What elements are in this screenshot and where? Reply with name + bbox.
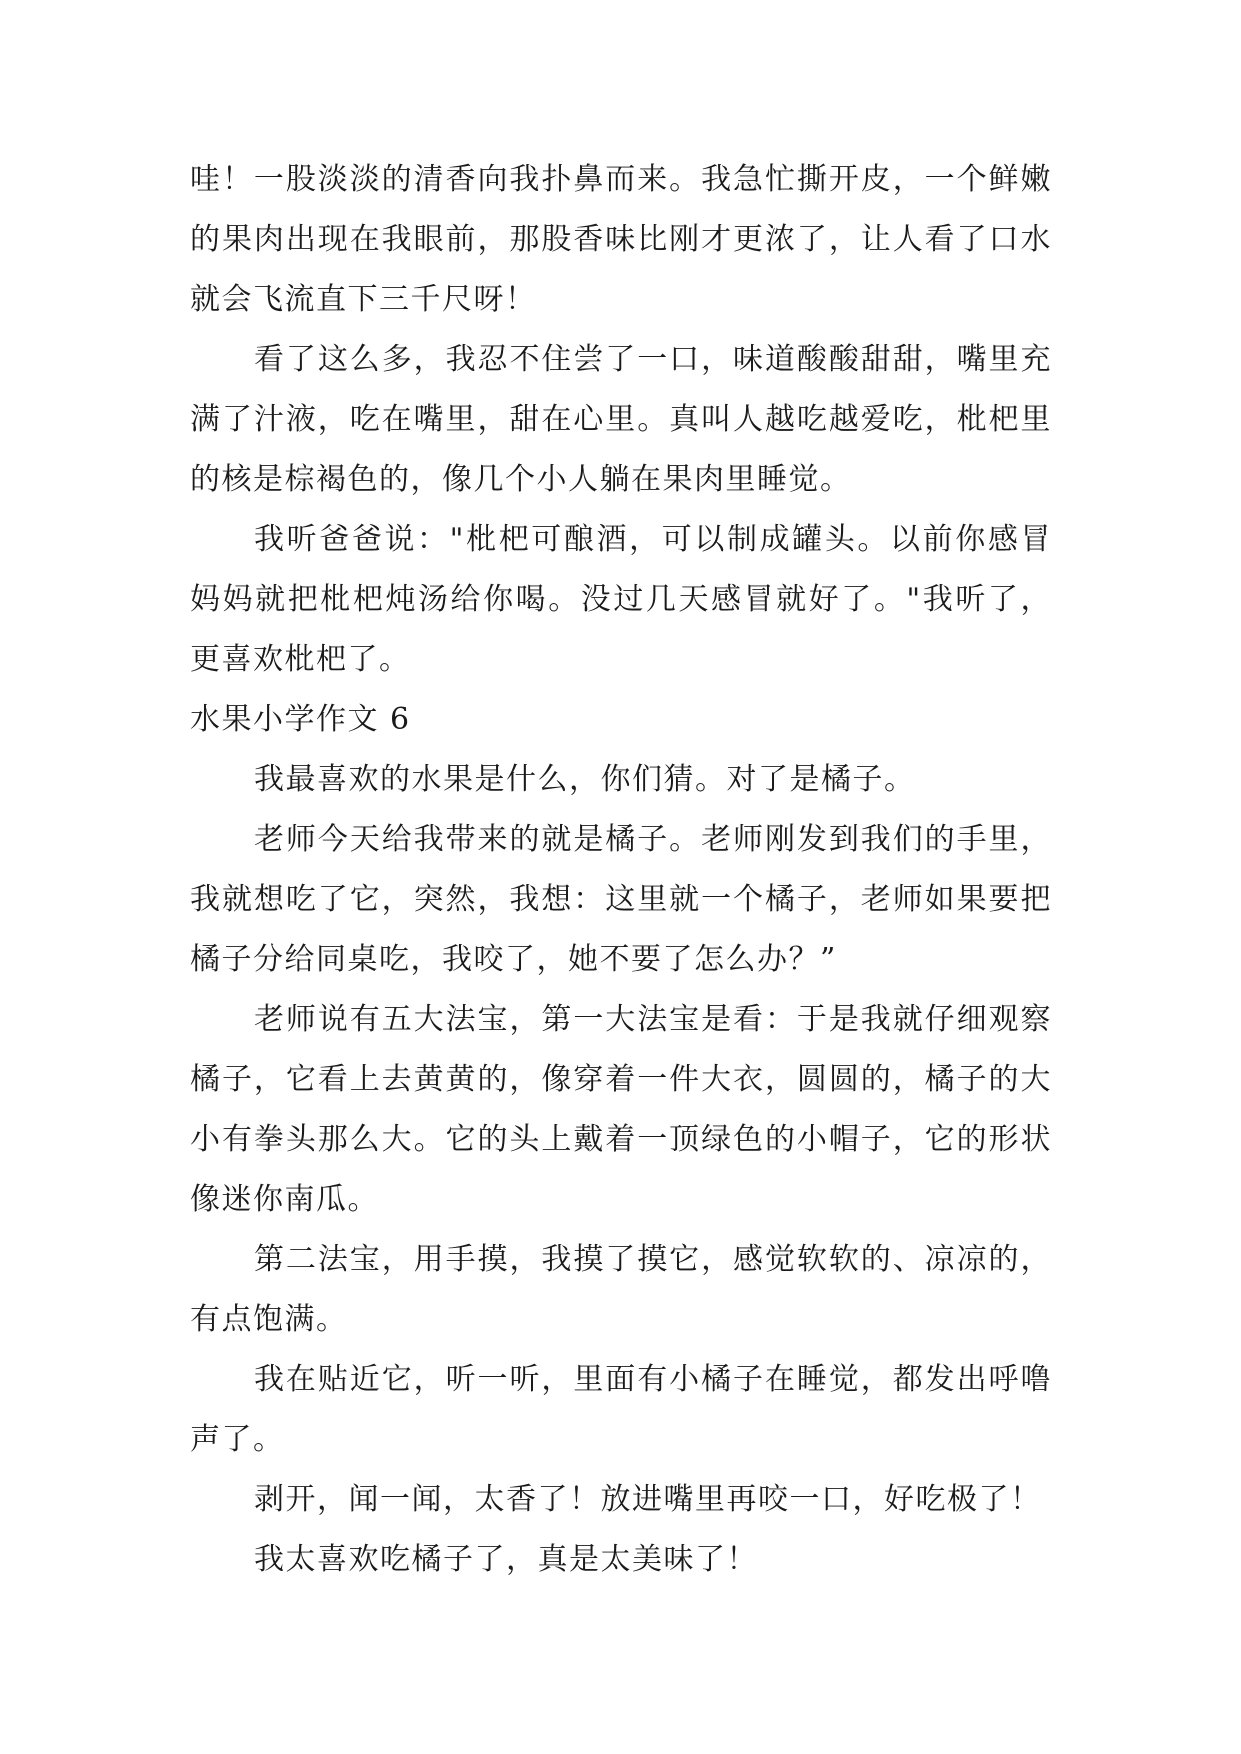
paragraph: 第二法宝，用手摸，我摸了摸它，感觉软软的、凉凉的，有点饱满。 xyxy=(190,1242,1052,1337)
paragraph: 我最喜欢的水果是什么，你们猜。对了是橘子。 xyxy=(254,762,916,797)
document-body xyxy=(190,150,1052,1590)
paragraph: 老师说有五大法宝，第一大法宝是看：于是我就仔细观察橘子，它看上去黄黄的，像穿着一件大衣，圆圆的，橘子的大小有拳头那么大。它的头上戴着一顶绿色的小帽子，它的形状像迷你南瓜。 xyxy=(190,1002,1052,1217)
paragraph: 我在贴近它，听一听，里面有小橘子在睡觉，都发出呼噜声了。 xyxy=(190,1362,1052,1457)
paragraph: 看了这么多，我忍不住尝了一口，味道酸酸甜甜，嘴里充满了汁液，吃在嘴里，甜在心里。真叫人越吃越爱吃，枇杷里的核是棕褐色的，像几个小人躺在果肉里睡觉。 xyxy=(190,342,1052,497)
paragraph-continued: 哇！一股淡淡的清香向我扑鼻而来。我急忙撕开皮，一个鲜嫩的果肉出现在我眼前，那股香味比刚才更浓了，让人看了口水就会飞流直下三千尺呀！ xyxy=(190,162,1052,317)
paragraph: 剥开，闻一闻，太香了！放进嘴里再咬一口，好吃极了！ xyxy=(254,1482,1042,1517)
section-heading: 水果小学作文 6 xyxy=(190,702,411,737)
paragraph: 我太喜欢吃橘子了，真是太美味了！ xyxy=(254,1542,758,1577)
paragraph: 老师今天给我带来的就是橘子。老师刚发到我们的手里，我就想吃了它，突然，我想：这里就一个橘子，老师如果要把橘子分给同桌吃，我咬了，她不要了怎么办？” xyxy=(190,822,1052,977)
paragraph: 我听爸爸说："枇杷可酿酒，可以制成罐头。以前你感冒妈妈就把枇杷炖汤给你喝。没过几天感冒就好了。"我听了，更喜欢枇杷了。 xyxy=(190,522,1052,677)
